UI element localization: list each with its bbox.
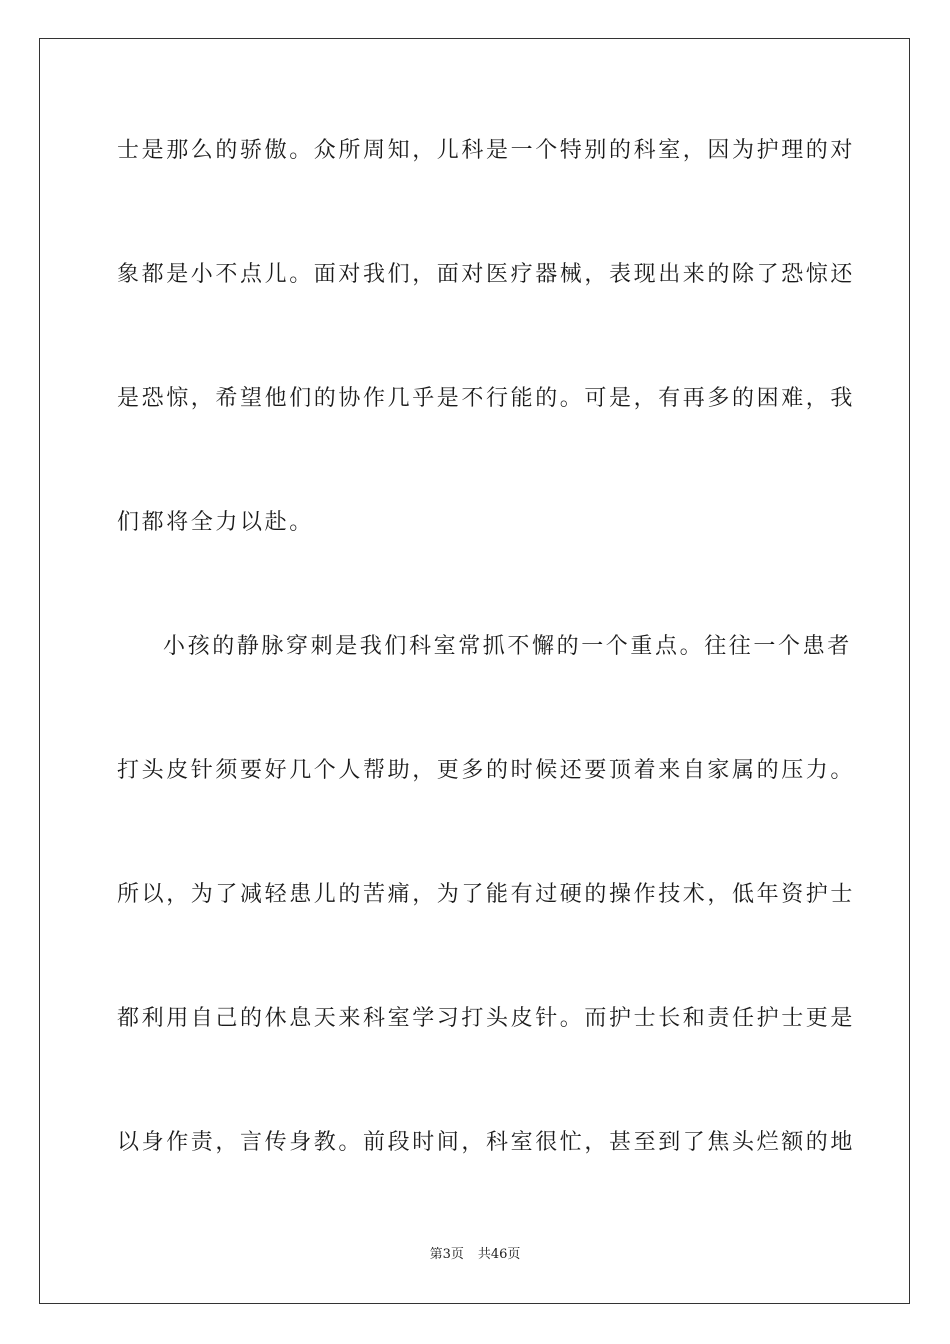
- page-number: 第3页: [429, 1247, 464, 1262]
- page-total: 共46页: [477, 1247, 521, 1262]
- body-line-1: 士是那么的骄傲。众所周知，儿科是一个特别的科室，因为护理的对: [117, 138, 856, 163]
- body-line-4: 们都将全力以赴。: [117, 510, 314, 535]
- body-line-7: 所以，为了减轻患儿的苦痛，为了能有过硬的操作技术，低年资护士: [117, 882, 856, 907]
- body-line-6: 打头皮针须要好几个人帮助，更多的时候还要顶着来自家属的压力。: [117, 758, 856, 783]
- body-line-2: 象都是小不点儿。面对我们，面对医疗器械，表现出来的除了恐惊还: [117, 262, 856, 287]
- body-line-3: 是恐惊，希望他们的协作几乎是不行能的。可是，有再多的困难，我: [117, 386, 856, 411]
- page-footer: [0, 1246, 950, 1264]
- page-border: [39, 38, 910, 1304]
- body-line-5-paragraph-start: 小孩的静脉穿刺是我们科室常抓不懈的一个重点。往往一个患者: [163, 634, 852, 659]
- body-line-9: 以身作责，言传身教。前段时间，科室很忙，甚至到了焦头烂额的地: [117, 1130, 856, 1155]
- body-line-8: 都利用自己的休息天来科室学习打头皮针。而护士长和责任护士更是: [117, 1006, 856, 1031]
